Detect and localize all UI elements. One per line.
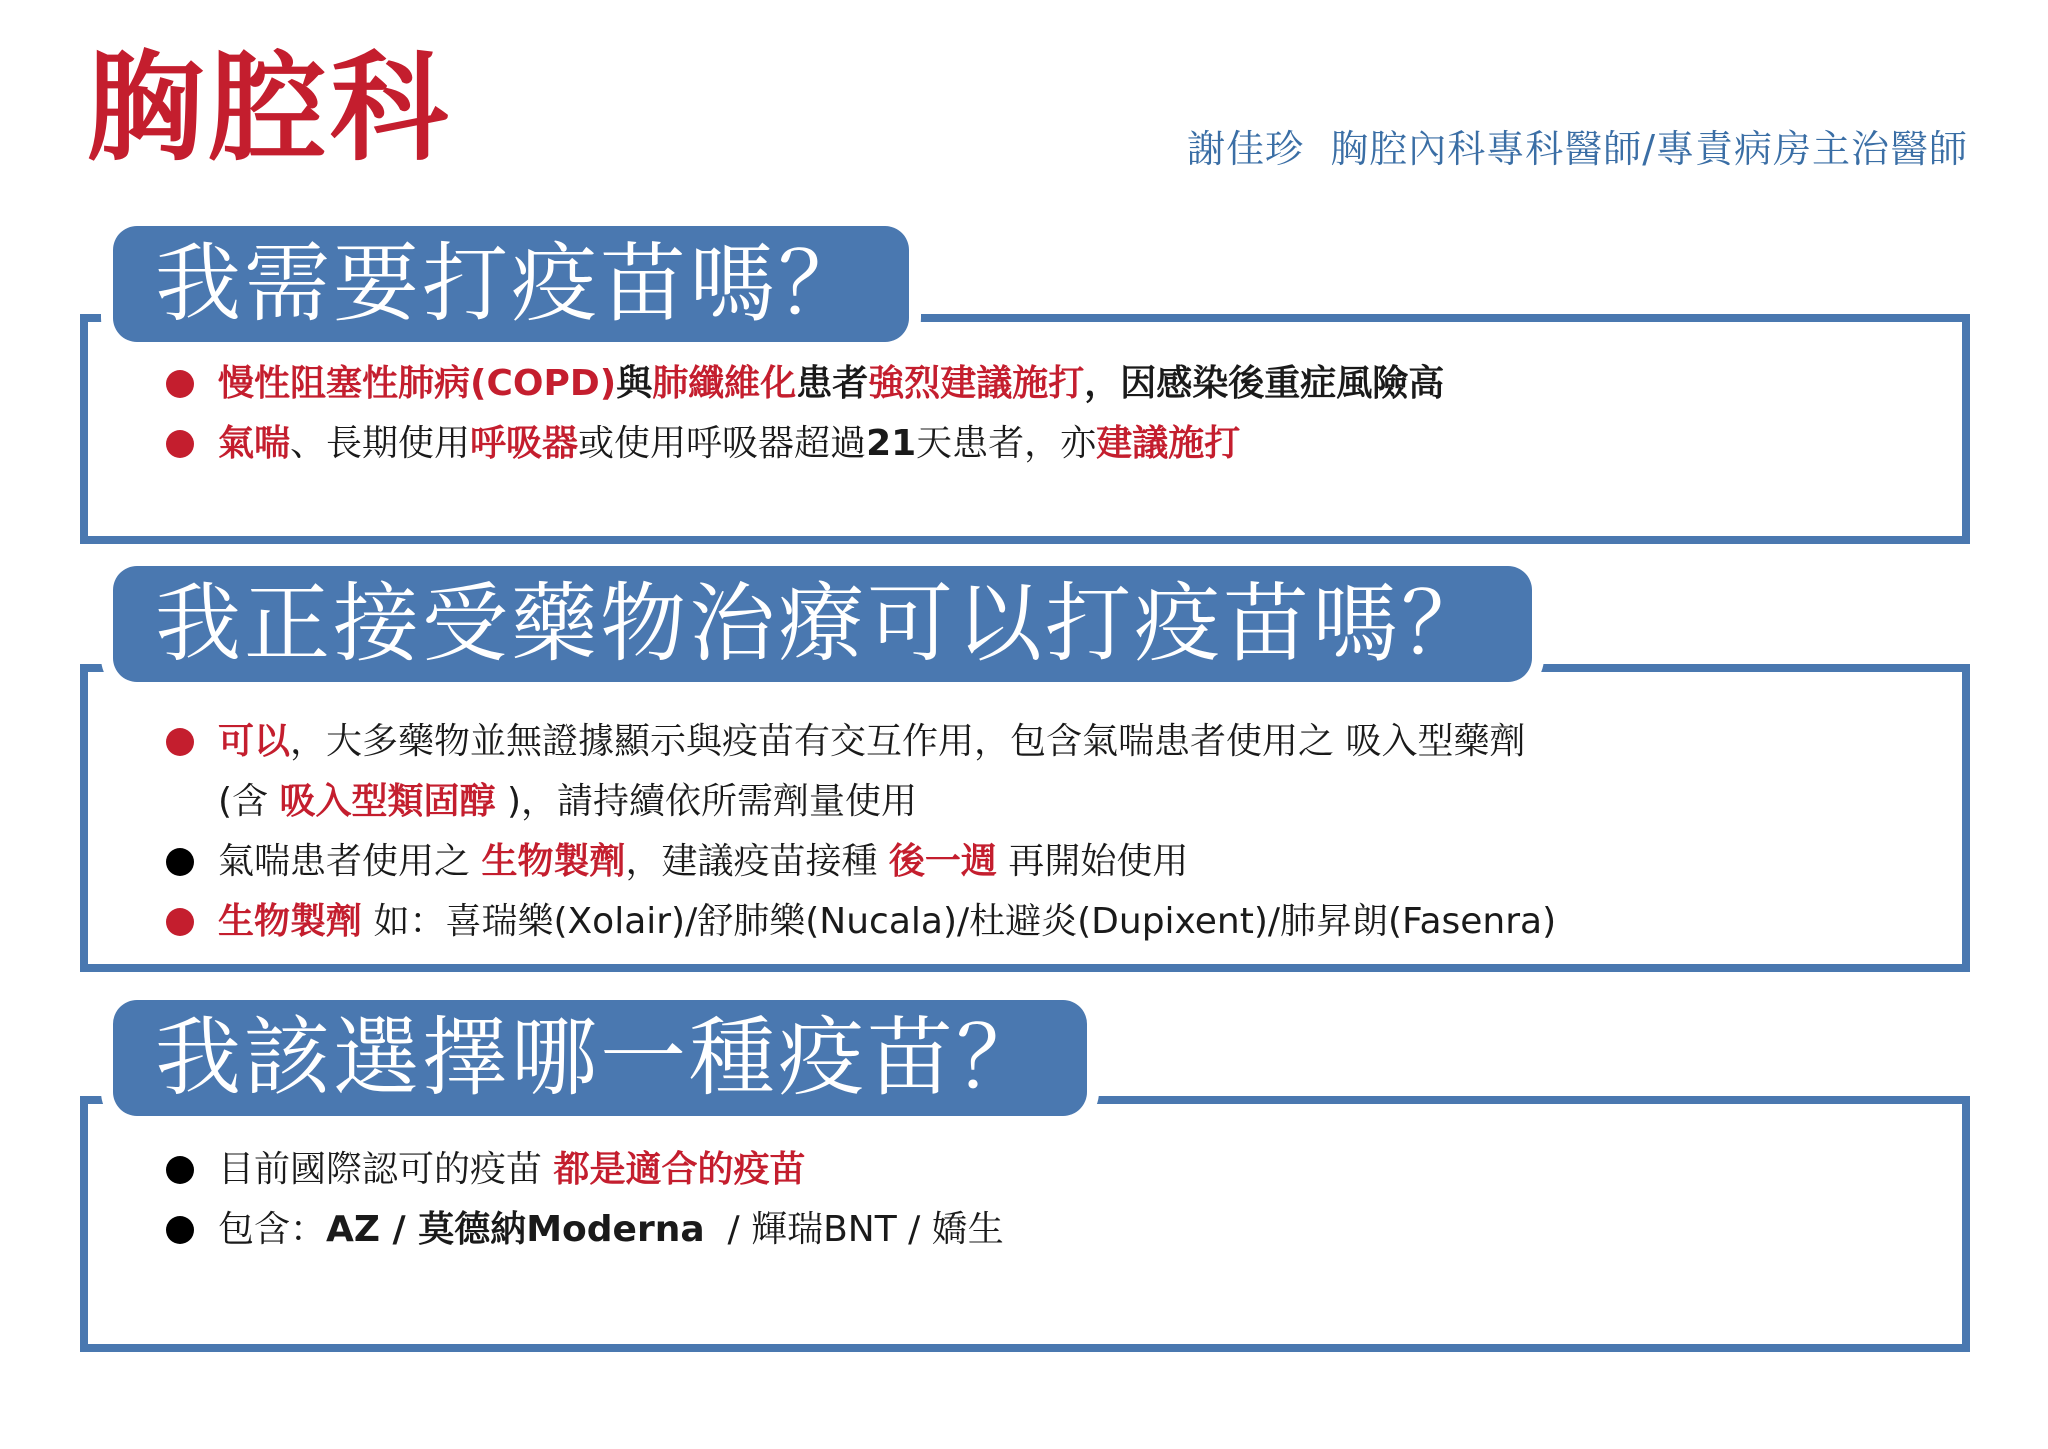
list-item <box>166 832 1556 892</box>
section-items <box>166 354 1444 474</box>
highlight-text: 可以 <box>218 721 291 762</box>
item-text <box>218 1140 805 1200</box>
section-which-vaccine <box>80 1000 1970 1352</box>
item-text-segment: 氣喘患者使用之 <box>218 841 482 882</box>
item-text-segment: 21 <box>866 423 917 464</box>
bullet-dot-icon <box>166 728 194 756</box>
bullet-dot-icon <box>166 1156 194 1184</box>
author-name: 謝佳珍 <box>1187 127 1305 171</box>
list-item <box>166 354 1444 414</box>
highlight-text: 呼吸器 <box>470 423 579 464</box>
bullet-dot-icon <box>166 370 194 398</box>
highlight-text: 建議施打 <box>1096 423 1241 464</box>
section-heading: 我需要打疫苗嗎？ <box>113 226 909 342</box>
item-text <box>218 712 1525 772</box>
list-item <box>166 1140 1004 1200</box>
section-items <box>166 1140 1004 1260</box>
bullet-dot-icon <box>166 1216 194 1244</box>
section-heading: 我該選擇哪一種疫苗？ <box>113 1000 1087 1116</box>
item-text <box>218 354 1444 414</box>
list-item <box>166 1200 1004 1260</box>
item-text-segment: ，因感染後重症風險高 <box>1084 363 1445 404</box>
item-text-segment: 包含： <box>218 1209 327 1250</box>
item-text-segment: / 輝瑞BNT / 嬌生 <box>704 1209 1004 1250</box>
item-text <box>218 1200 1004 1260</box>
page-title: 胸腔科 <box>86 39 453 177</box>
highlight-text: 後一週 <box>888 841 997 882</box>
section-items <box>166 712 1556 952</box>
section-heading: 我正接受藥物治療可以打疫苗嗎？ <box>113 566 1532 682</box>
highlight-text: 都是適合的疫苗 <box>553 1149 806 1190</box>
item-text-segment: 與 <box>616 363 653 404</box>
item-text-segment: AZ / 莫德納Moderna <box>326 1209 705 1250</box>
section-medication <box>80 566 1970 972</box>
item-text-segment: 如：喜瑞樂(Xolair)/舒肺樂(Nucala)/杜避炎(Dupixent)/肺昇朗(Fasenra) <box>362 901 1557 942</box>
highlight-text: 慢性阻塞性肺病(COPD) <box>218 363 617 404</box>
item-text <box>218 772 917 832</box>
author-title: 胸腔內科專科醫師/專責病房主治醫師 <box>1330 127 1968 171</box>
item-text-segment: 患者 <box>796 363 869 404</box>
highlight-text: 強烈建議施打 <box>868 363 1085 404</box>
highlight-text: 生物製劑 <box>218 901 363 942</box>
item-text-segment: ，建議疫苗接種 <box>625 841 889 882</box>
highlight-text: 吸入型類固醇 <box>279 781 496 822</box>
bullet-dot-icon <box>166 430 194 458</box>
item-text-segment: 天患者，亦 <box>916 423 1097 464</box>
item-text-segment: )，請持續依所需劑量使用 <box>495 781 918 822</box>
item-text-segment: ，大多藥物並無證據顯示與疫苗有交互作用，包含氣喘患者使用之 吸入型藥劑 <box>290 721 1526 762</box>
list-item-continuation <box>166 772 1556 832</box>
list-item <box>166 414 1444 474</box>
highlight-text: 生物製劑 <box>481 841 626 882</box>
section-need-vaccine <box>80 226 1970 544</box>
highlight-text: 肺纖維化 <box>652 363 797 404</box>
item-text-segment: 、長期使用 <box>290 423 471 464</box>
item-text-segment: (含 <box>218 781 280 822</box>
bullet-dot-icon <box>166 848 194 876</box>
author-line <box>1187 118 1968 173</box>
list-item <box>166 712 1556 772</box>
item-text <box>218 832 1188 892</box>
item-text-segment: 或使用呼吸器超過 <box>578 423 867 464</box>
item-text <box>218 414 1240 474</box>
item-text <box>218 892 1556 952</box>
item-text-segment: 目前國際認可的疫苗 <box>218 1149 554 1190</box>
highlight-text: 氣喘 <box>218 423 291 464</box>
list-item <box>166 892 1556 952</box>
item-text-segment: 再開始使用 <box>996 841 1189 882</box>
bullet-dot-icon <box>166 908 194 936</box>
